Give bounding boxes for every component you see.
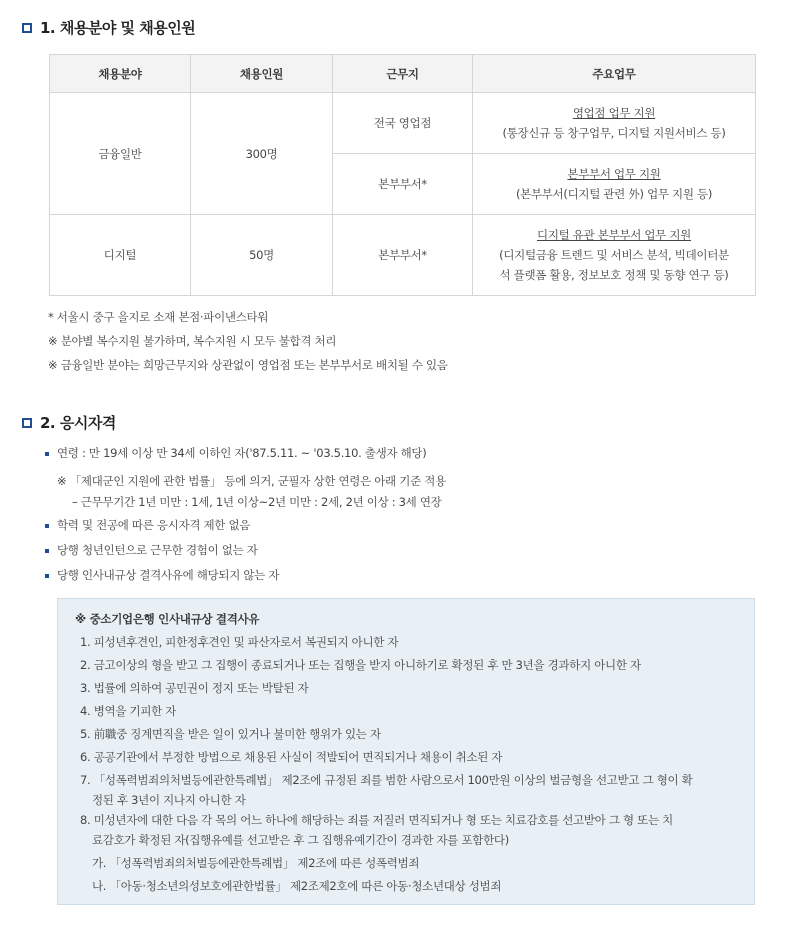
header-duty: 주요업무 [473, 55, 756, 93]
note-item: * 서울시 중구 을지로 소재 본점·파이낸스타워 [48, 310, 269, 324]
qual-age: 연령 : 만 19세 이상 만 34세 이하인 자('87.5.11. ~ '03.5.10. 출생자 해당) [57, 446, 427, 460]
duty-digital [473, 215, 756, 296]
box-item: 3. 법률에 의하여 공민권이 정지 또는 박탈된 자 [80, 681, 309, 695]
table-row [50, 215, 756, 296]
duty-hq-desc: (본부부서(디지털 관련 外) 업무 지원 등) [515, 187, 713, 201]
box-subitem: 가. 「성폭력범죄의처벌등에관한특례법」 제2조에 따른 성폭력범죄 [92, 856, 420, 870]
bullet-icon [45, 524, 49, 528]
table-header-row [50, 55, 756, 93]
location-branch: 전국 영업점 [333, 93, 473, 154]
duty-branch [473, 93, 756, 154]
duty-branch-title: 영업점 업무 지원 [572, 106, 656, 120]
qual-education: 학력 및 전공에 따른 응시자격 제한 없음 [57, 518, 251, 532]
count-digital: 50명 [191, 215, 333, 296]
box-item-continued: 료감호가 확정된 자(집행유예를 선고받은 후 그 집행유예기간이 경과한 자를 포함한다) [92, 833, 509, 847]
duty-hq [473, 154, 756, 215]
square-bullet-icon [22, 418, 32, 428]
qual-disqualification: 당행 인사내규상 결격사유에 해당되지 않는 자 [57, 568, 280, 582]
box-item-continued: 정된 후 3년이 지나지 아니한 자 [92, 793, 246, 807]
list-item [45, 517, 250, 533]
header-count: 채용인원 [191, 55, 333, 93]
field-digital: 디지털 [50, 215, 191, 296]
box-item: 8. 미성년자에 대한 다음 각 목의 어느 하나에 해당하는 죄를 저질러 면직되거나 형 또는 치료감호를 선고받아 그 형 또는 치 [80, 813, 673, 827]
list-item [45, 567, 279, 583]
section-1-title: 1. 채용분야 및 채용인원 [40, 19, 196, 37]
box-title: ※ 중소기업은행 인사내규상 결격사유 [75, 612, 260, 626]
box-item: 1. 피성년후견인, 피한정후견인 및 파산자로서 복권되지 아니한 자 [80, 635, 399, 649]
qual-age-note-2: – 근무무기간 1년 미만 : 1세, 1년 이상~2년 미만 : 2세, 2년 이상 : 3세 연장 [72, 495, 442, 509]
location-hq: 본부부서* [333, 154, 473, 215]
list-item [45, 542, 258, 558]
recruitment-table [49, 54, 756, 296]
list-item [45, 445, 426, 461]
box-item: 4. 병역을 기피한 자 [80, 704, 177, 718]
note-item: ※ 분야별 복수지원 불가하며, 복수지원 시 모두 불합격 처리 [48, 334, 337, 348]
box-item: 6. 공공기관에서 부정한 방법으로 채용된 사실이 적발되어 면직되거나 채용이 취소된 자 [80, 750, 503, 764]
duty-branch-desc: (통장신규 등 창구업무, 디지털 지원서비스 등) [502, 126, 726, 140]
duty-digital-desc-1: (디지털금융 트렌드 및 서비스 분석, 빅데이터분 [499, 248, 729, 262]
duty-digital-title: 디지털 유관 본부부서 업무 지원 [537, 228, 691, 242]
bullet-icon [45, 452, 49, 456]
bullet-icon [45, 574, 49, 578]
section-2-heading [22, 412, 116, 433]
table-notes [48, 307, 448, 379]
disqualification-box [57, 598, 755, 905]
bullet-icon [45, 549, 49, 553]
square-bullet-icon [22, 23, 32, 33]
count-general: 300명 [191, 93, 333, 215]
box-item: 2. 금고이상의 형을 받고 그 집행이 종료되거나 또는 집행을 받지 아니하기로 확정된 후 만 3년을 경과하지 아니한 자 [80, 658, 641, 672]
qual-intern: 당행 청년인턴으로 근무한 경험이 없는 자 [57, 543, 258, 557]
header-location: 근무지 [333, 55, 473, 93]
field-general: 금융일반 [50, 93, 191, 215]
duty-digital-desc-2: 석 플랫폼 활용, 정보보호 정책 및 동향 연구 등) [499, 268, 729, 282]
box-item: 5. 前職중 징계면직을 받은 일이 있거나 불미한 행위가 있는 자 [80, 727, 381, 741]
note-item: ※ 금융일반 분야는 희망근무지와 상관없이 영업점 또는 본부부서로 배치될 수 있음 [48, 358, 448, 372]
header-field: 채용분야 [50, 55, 191, 93]
section-1-heading [22, 17, 195, 38]
duty-hq-title: 본부부서 업무 지원 [567, 167, 661, 181]
qual-age-note-1: ※ 「제대군인 지원에 관한 법률」 등에 의거, 군필자 상한 연령은 아래 기준 적용 [57, 474, 446, 488]
box-item: 7. 「성폭력범죄의처벌등에관한특례법」 제2조에 규정된 죄를 범한 사람으로서 100만원 이상의 벌금형을 선고받고 그 형이 확 [80, 773, 693, 787]
location-digital: 본부부서* [333, 215, 473, 296]
table-row [50, 93, 756, 154]
box-subitem: 나. 「아동·청소년의성보호에관한법률」 제2조제2호에 따른 아동·청소년대상 성범죄 [92, 879, 502, 893]
section-2-title: 2. 응시자격 [40, 414, 116, 432]
